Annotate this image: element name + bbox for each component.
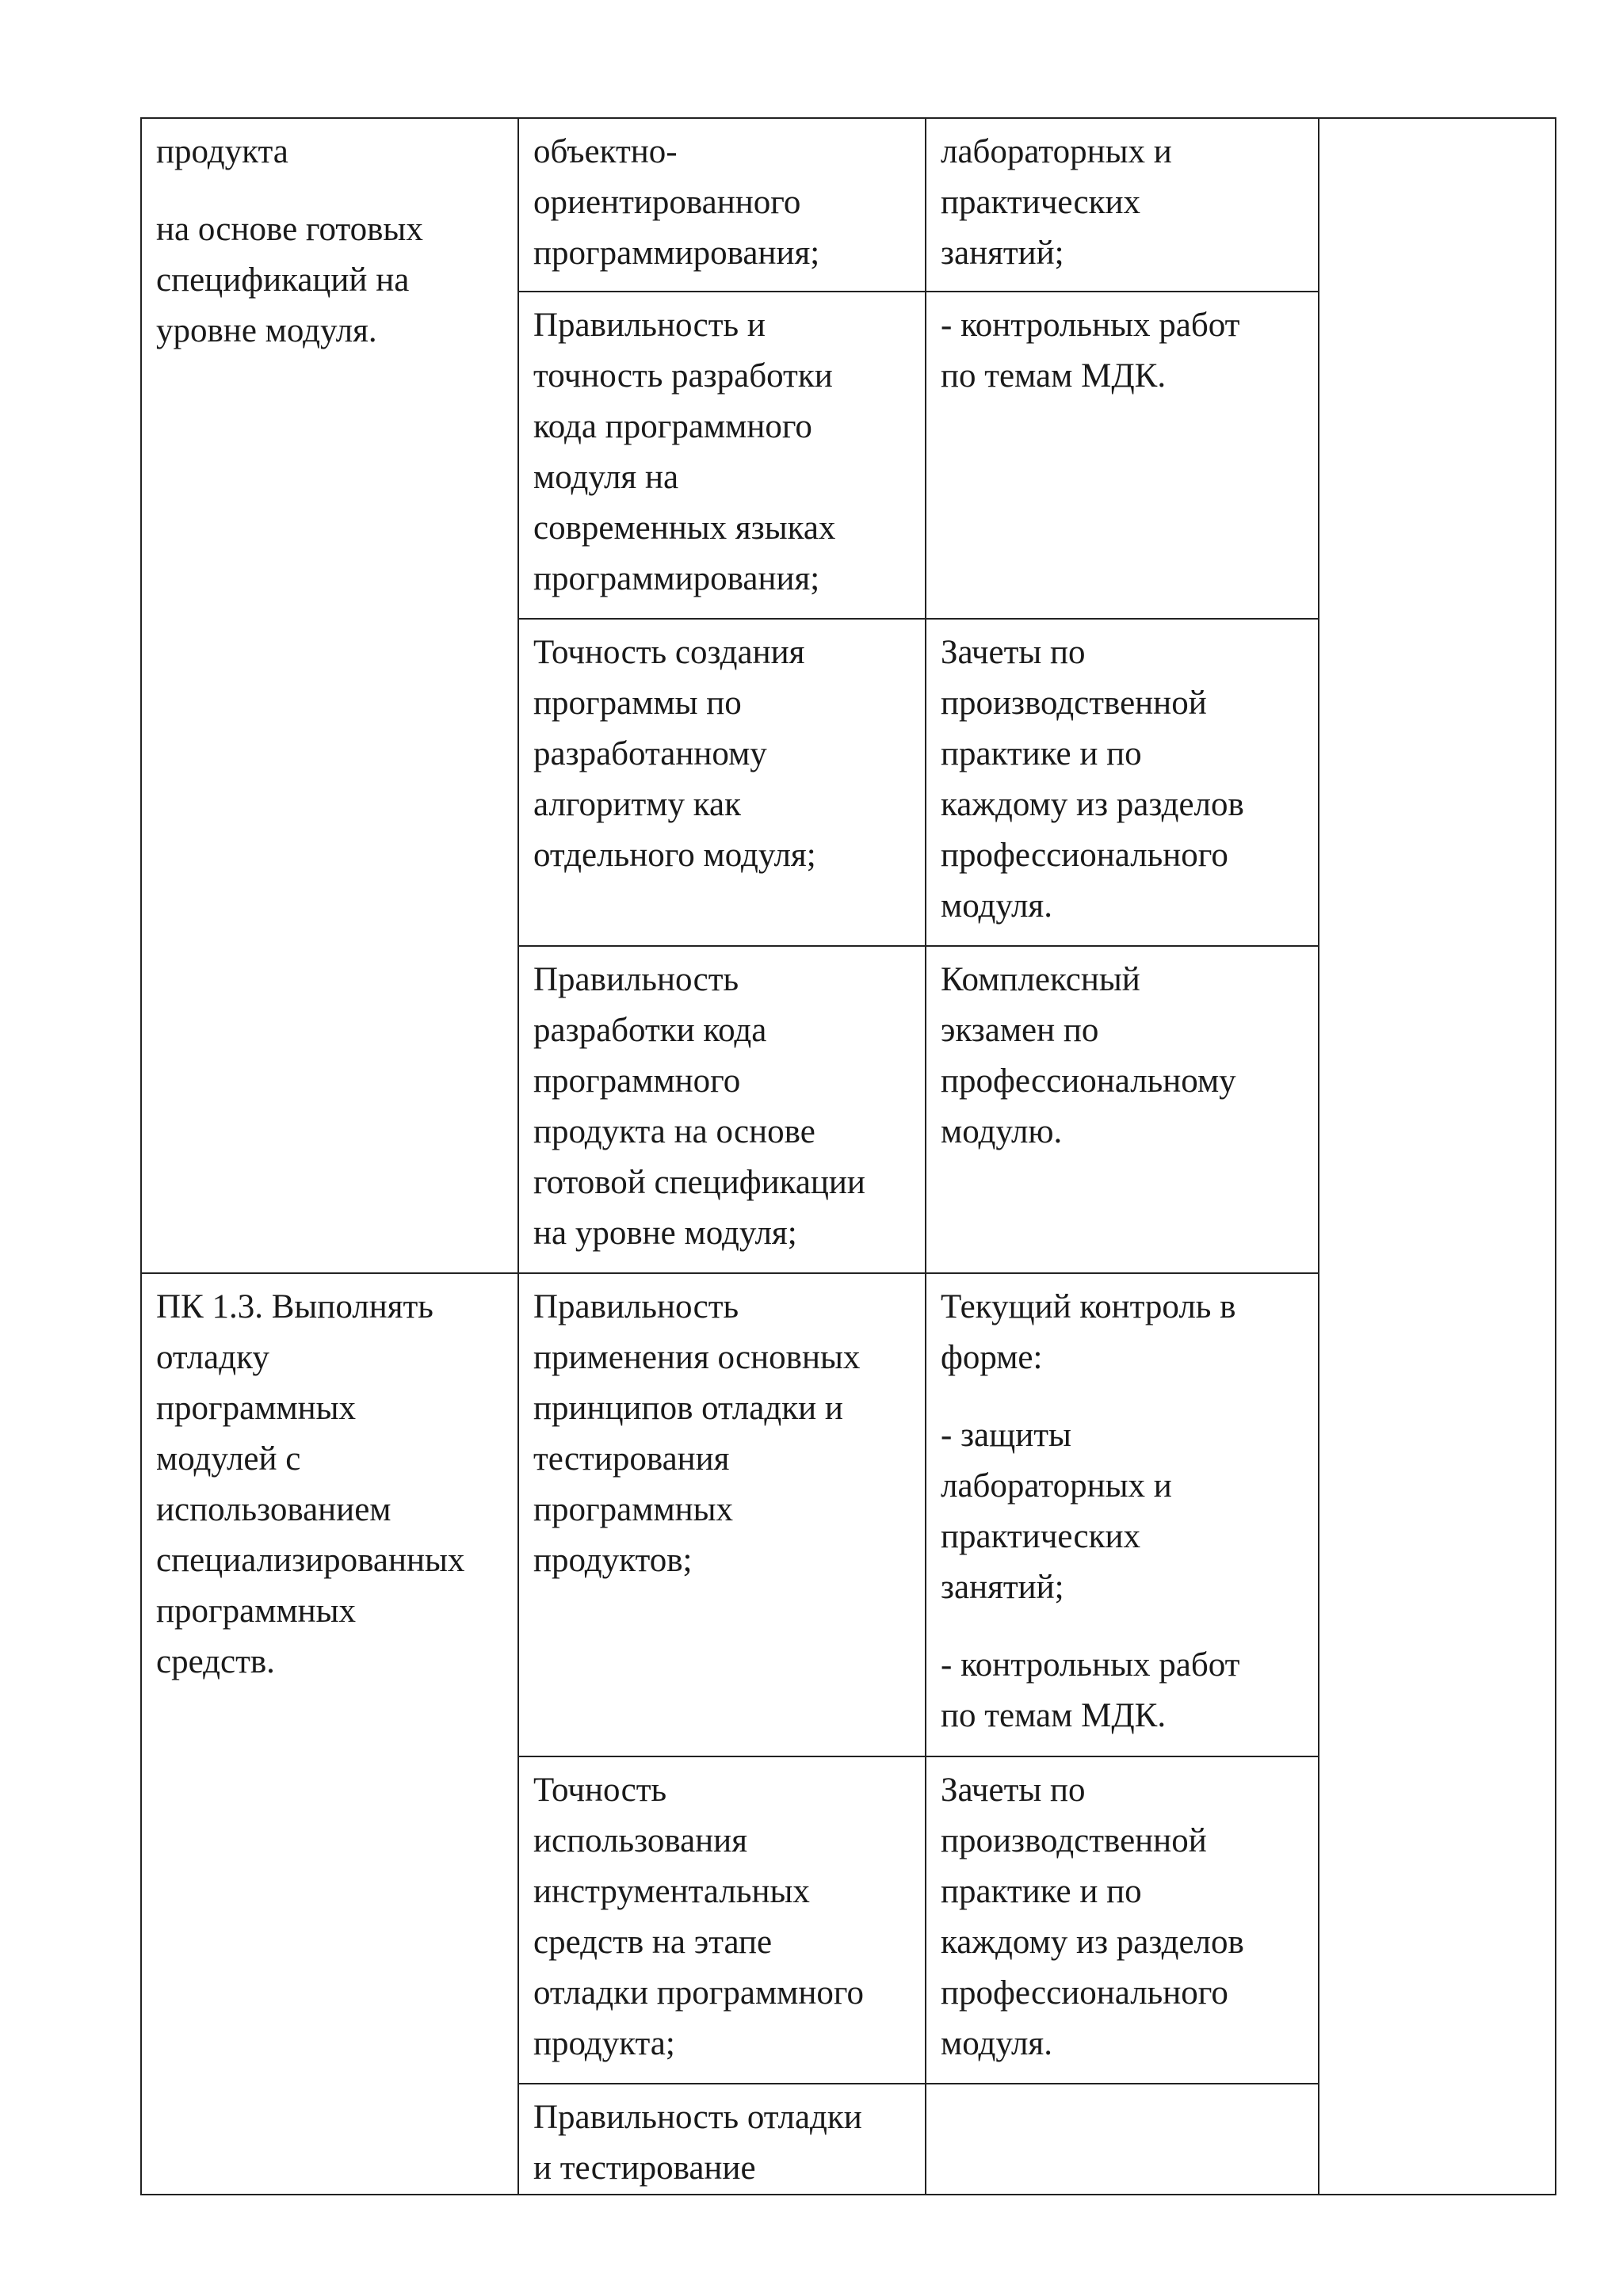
assessment-method-cell (926, 2084, 1319, 2195)
competency-cell: ПК 1.3. Выполнять отладку программных модулей с использованием специализированных программных средств. (141, 1273, 518, 2195)
criteria-cell: Точность создания программы по разработанному алгоритму как отдельного модуля; (518, 619, 926, 946)
table-row (141, 118, 1556, 292)
criteria-cell: Правильность разработки кода программного продукта на основе готовой спецификации на уровне модуля; (518, 946, 926, 1273)
competency-cell (141, 118, 518, 1273)
criteria-cell: Правильность отладки и тестирование (518, 2084, 926, 2195)
method-paragraph: Текущий контроль в форме: (941, 1288, 1236, 1376)
assessment-method-cell: Зачеты по производственной практике и по каждому из разделов профессионального модуля. (926, 619, 1319, 946)
competency-text: продукта (156, 133, 288, 170)
assessment-method-cell (926, 1273, 1319, 1756)
empty-cell (1319, 118, 1556, 2195)
assessment-table (140, 117, 1556, 2195)
assessment-method-cell: лабораторных и практических занятий; (926, 118, 1319, 292)
criteria-cell: Точность использования инструментальных средств на этапе отладки программного продукта; (518, 1756, 926, 2084)
method-paragraph: - контрольных работ по темам МДК. (941, 1646, 1240, 1734)
assessment-method-cell: Зачеты по производственной практике и по каждому из разделов профессионального модуля. (926, 1756, 1319, 2084)
assessment-method-cell: Комплексный экзамен по профессиональному модулю. (926, 946, 1319, 1273)
method-paragraph: - защиты лабораторных и практических занятий; (941, 1417, 1172, 1606)
criteria-cell: Правильность применения основных принципов отладки и тестирования программных продуктов; (518, 1273, 926, 1756)
competency-text: на основе готовых спецификаций на уровне модуля. (156, 211, 423, 349)
assessment-method-cell: - контрольных работ по темам МДК. (926, 292, 1319, 619)
criteria-cell: объектно- ориентированного программирования; (518, 118, 926, 292)
criteria-cell: Правильность и точность разработки кода программного модуля на современных языках программирования; (518, 292, 926, 619)
